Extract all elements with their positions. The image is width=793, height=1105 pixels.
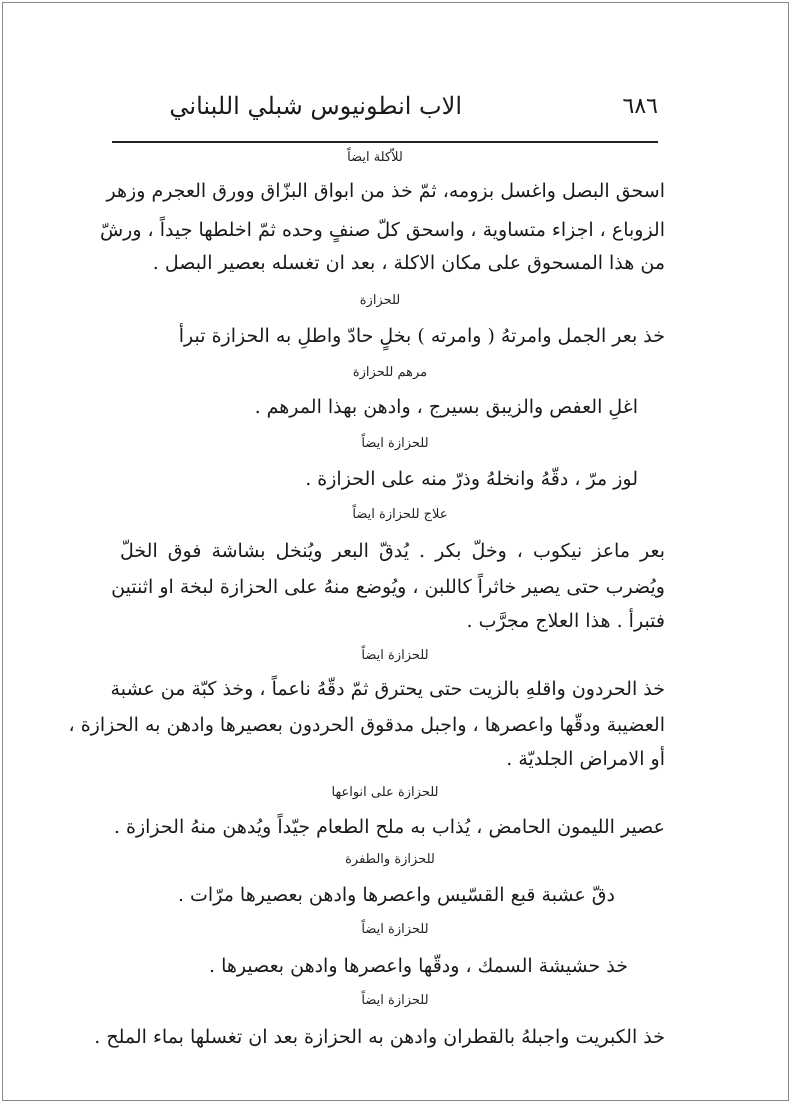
body-line: فتبرأ . هذا العلاج مجرَّب . bbox=[466, 610, 665, 632]
section-heading: للحزازة على انواعها bbox=[331, 785, 439, 800]
section-heading: للحزازة ايضاً bbox=[361, 648, 429, 663]
section-heading: للحزازة ايضاً bbox=[361, 993, 429, 1008]
body-line: خذ حشيشة السمك ، ودقّها واعصرها وادهن بعصيرها . bbox=[209, 955, 628, 977]
body-line: ويُضرب حتى يصير خاثراً كاللبن ، ويُوضع منهُ على الحزازة لبخة او اثنتين bbox=[111, 576, 665, 598]
body-line: لوز مرّ ، دقّهُ وانخلهُ وذرّ منه على الحزازة . bbox=[305, 468, 638, 490]
body-line: خذ بعر الجمل وامرتهُ ( وامرته ) بخلٍ حادّ واطلِ به الحزازة تبرأ bbox=[178, 325, 665, 347]
section-heading: مرهم للحزازة bbox=[352, 365, 428, 380]
page-header bbox=[112, 92, 658, 132]
body-line: دقّ عشبة قبع القسّيس واعصرها وادهن بعصيرها مرّات . bbox=[177, 884, 615, 906]
section-heading: للاّكلة ايضاً bbox=[347, 150, 403, 165]
body-line: خذ الحردون واقلهِ بالزيت حتى يحترق ثمّ دقّهُ ناعماً ، وخذ كبّة من عشبة bbox=[110, 678, 665, 700]
header-rule bbox=[112, 141, 658, 143]
body-line: أو الامراض الجلديّة . bbox=[506, 748, 665, 770]
section-heading: للحزازة والطفرة bbox=[345, 852, 435, 867]
body-line: من هذا المسحوق على مكان الاكلة ، بعد ان تغسله بعصير البصل . bbox=[152, 252, 665, 274]
section-heading: للحزازة bbox=[359, 293, 401, 308]
section-heading: للحزازة ايضاً bbox=[361, 436, 429, 451]
body-line: اسحق البصل واغسل بزومه، ثمّ خذ من ابواق البزّاق وورق العجرم وزهر bbox=[106, 180, 665, 202]
section-heading: علاج للحزازة ايضاً bbox=[352, 507, 448, 522]
page-number: ٦٨٦ bbox=[622, 94, 658, 119]
body-line: خذ الكبريت واجبلهُ بالقطران وادهن به الحزازة بعد ان تغسلها بماء الملح . bbox=[94, 1026, 665, 1048]
body-line: اغلِ العفص والزيبق بسيرج ، وادهن بهذا المرهم . bbox=[254, 396, 638, 418]
body-line: الزوباع ، اجزاء متساوية ، واسحق كلّ صنفٍ وحده ثمّ اخلطها جيداً ، ورشّ bbox=[99, 219, 665, 241]
body-line: العضيبة ودقّها واعصرها ، واجبل مدقوق الحردون بعصيرها وادهن به الحزازة ، bbox=[68, 714, 665, 736]
section-heading: للحزازة ايضاً bbox=[361, 922, 429, 937]
body-line: بعر ماعز نيكوب ، وخلّ بكر . يُدقّ البعر ويُنخل بشاشة فوق الخلّ bbox=[120, 540, 665, 562]
body-line: عصير الليمون الحامض ، يُذاب به ملح الطعام جيّداً ويُدهن منهُ الحزازة . bbox=[113, 816, 665, 838]
running-title: الاب انطونيوس شبلي اللبناني bbox=[169, 92, 462, 120]
